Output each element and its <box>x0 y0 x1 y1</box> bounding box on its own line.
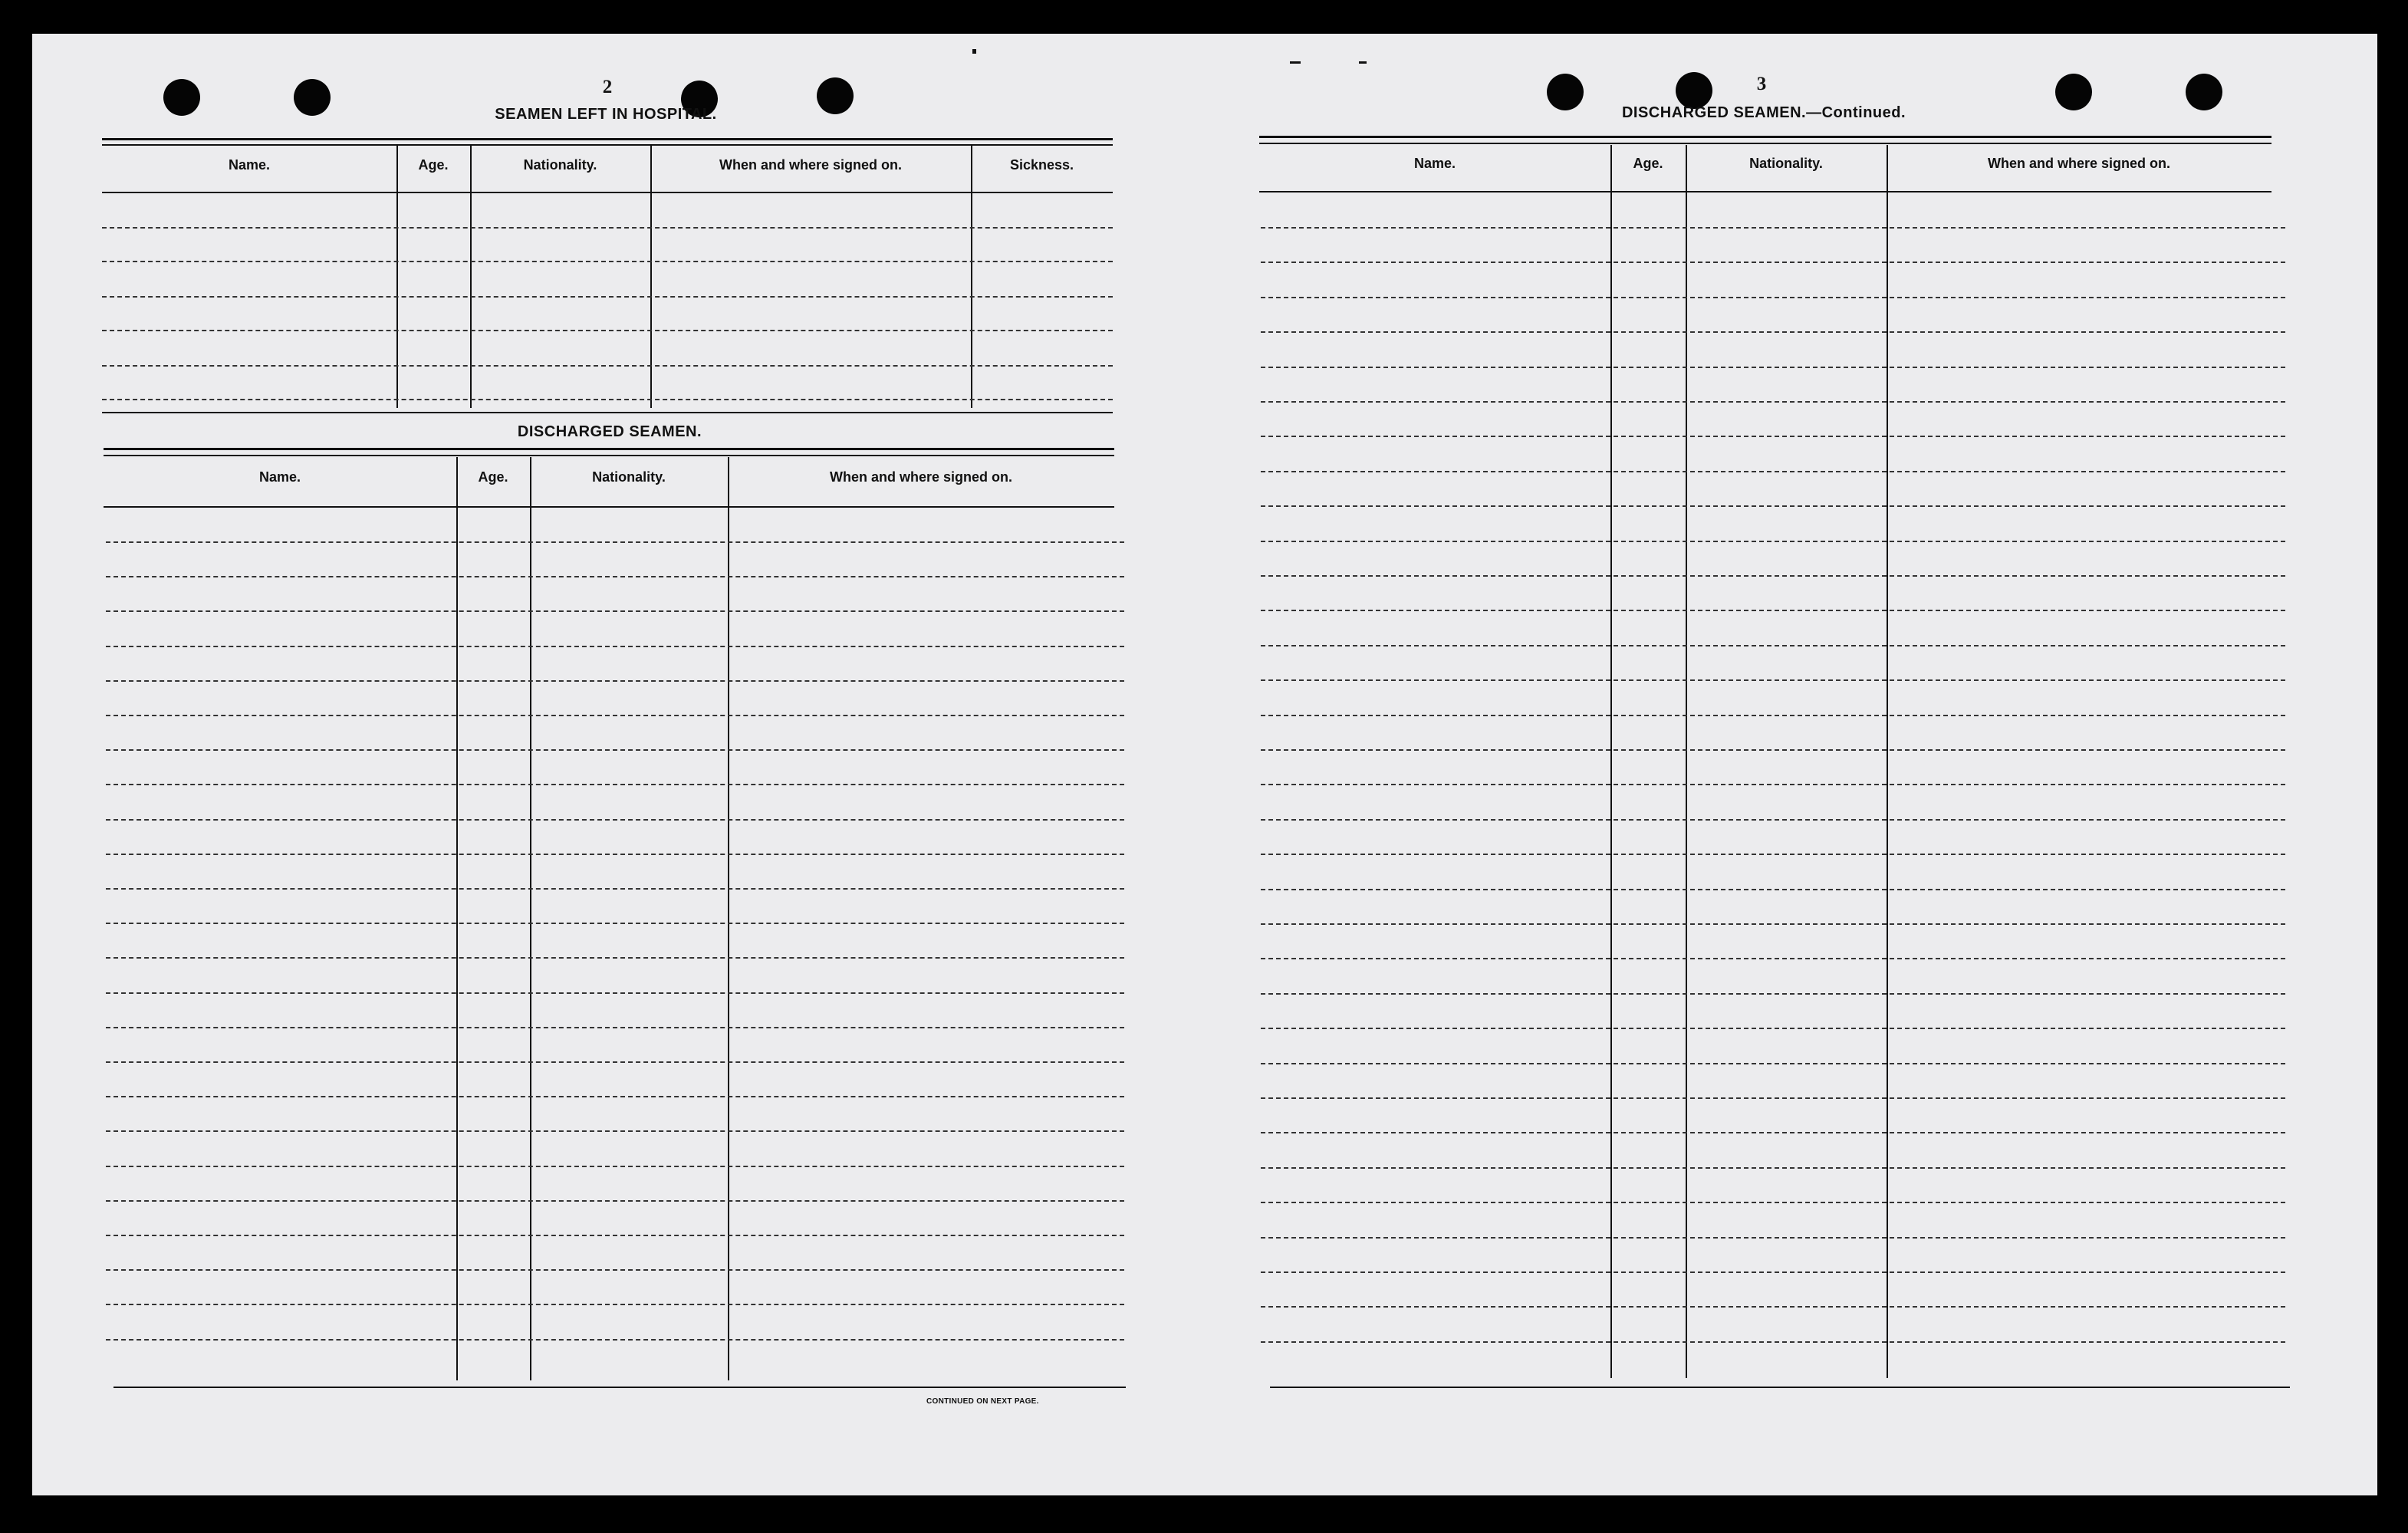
row-line <box>106 1061 1124 1063</box>
hospital-col-sickness: Sickness. <box>1009 157 1074 173</box>
discharged-col-age: Age. <box>478 469 508 485</box>
row-line <box>106 715 1124 716</box>
right-col-signed-on: When and where signed on. <box>1987 156 2171 171</box>
hospital-row-line <box>102 261 1113 262</box>
row-line <box>106 1166 1124 1167</box>
row-line <box>1261 784 2285 785</box>
right-header-rule <box>1259 191 2271 192</box>
discharged-top-rule <box>104 455 1114 456</box>
hospital-col-divider <box>971 146 972 408</box>
right-col-age: Age. <box>1633 156 1663 171</box>
row-line <box>1261 1202 2285 1203</box>
hospital-col-nationality: Nationality. <box>523 157 597 173</box>
row-line <box>1261 297 2285 298</box>
discharged-col-divider <box>728 457 729 1380</box>
row-line <box>106 888 1124 890</box>
row-line <box>1261 610 2285 611</box>
hospital-bottom-rule <box>102 412 1113 413</box>
row-line <box>1261 436 2285 437</box>
row-line <box>1261 645 2285 646</box>
scan-mark <box>1290 61 1301 64</box>
discharged-col-divider <box>456 457 458 1380</box>
row-line <box>106 1130 1124 1132</box>
row-line <box>106 1269 1124 1271</box>
scan-mark <box>972 49 976 54</box>
hospital-top-rule <box>102 138 1113 140</box>
discharged-header-rule <box>104 506 1114 508</box>
row-line <box>1261 1306 2285 1308</box>
right-col-name: Name. <box>1413 156 1456 171</box>
discharged-col-nationality: Nationality. <box>592 469 666 485</box>
row-line <box>106 923 1124 924</box>
hospital-header-rule <box>102 192 1113 193</box>
row-line <box>106 576 1124 577</box>
discharged-bottom-rule <box>113 1387 1126 1388</box>
right-top-rule <box>1259 136 2271 138</box>
document-sheet <box>32 34 2377 1495</box>
punch-hole <box>1676 72 1712 109</box>
row-line <box>106 1096 1124 1097</box>
hospital-row-line <box>102 296 1113 298</box>
row-line <box>1261 1028 2285 1029</box>
row-line <box>106 992 1124 994</box>
row-line <box>1261 1271 2285 1273</box>
hospital-row-line <box>102 227 1113 229</box>
hospital-title: SEAMEN LEFT IN HOSPITAL. <box>495 106 717 123</box>
hospital-col-name: Name. <box>228 157 271 173</box>
punch-hole <box>163 79 200 116</box>
row-line <box>1261 1167 2285 1169</box>
right-col-divider <box>1686 145 1687 1378</box>
right-bottom-rule <box>1270 1387 2290 1388</box>
discharged-title: DISCHARGED SEAMEN. <box>517 423 702 440</box>
row-line <box>106 1200 1124 1202</box>
row-line <box>106 1027 1124 1028</box>
right-col-divider <box>1610 145 1612 1378</box>
row-line <box>1261 749 2285 751</box>
punch-hole <box>1547 74 1584 110</box>
discharged-col-signed-on: When and where signed on. <box>829 469 1013 485</box>
row-line <box>1261 367 2285 368</box>
row-line <box>106 610 1124 612</box>
row-line <box>1261 331 2285 333</box>
punch-hole <box>2186 74 2222 110</box>
row-line <box>1261 715 2285 716</box>
row-line <box>106 854 1124 855</box>
hospital-row-line <box>102 399 1113 400</box>
row-line <box>1261 1097 2285 1099</box>
punch-hole <box>817 77 854 114</box>
hospital-row-line <box>102 330 1113 331</box>
row-line <box>1261 993 2285 995</box>
row-line <box>1261 889 2285 890</box>
row-line <box>1261 471 2285 472</box>
row-line <box>1261 227 2285 229</box>
row-line <box>1261 679 2285 681</box>
discharged-col-divider <box>530 457 531 1380</box>
scan-mark <box>1359 61 1367 64</box>
row-line <box>1261 819 2285 821</box>
hospital-col-age: Age. <box>418 157 449 173</box>
row-line <box>1261 1132 2285 1133</box>
right-top-rule <box>1259 143 2271 144</box>
hospital-row-line <box>102 365 1113 367</box>
row-line <box>106 1304 1124 1305</box>
left-page-number: 2 <box>602 77 613 97</box>
row-line <box>106 1235 1124 1236</box>
discharged-col-name: Name. <box>258 469 301 485</box>
row-line <box>1261 923 2285 925</box>
hospital-col-signed-on: When and where signed on. <box>719 157 903 173</box>
row-line <box>1261 505 2285 507</box>
hospital-col-divider <box>650 146 652 408</box>
row-line <box>106 784 1124 785</box>
row-line <box>1261 1237 2285 1239</box>
row-line <box>106 646 1124 647</box>
row-line <box>1261 262 2285 263</box>
row-line <box>1261 575 2285 577</box>
discharged-top-rule <box>104 448 1114 450</box>
right-title: DISCHARGED SEAMEN.—Continued. <box>1621 104 1906 121</box>
right-page-number: 3 <box>1756 74 1767 94</box>
continued-footer: CONTINUED ON NEXT PAGE. <box>926 1397 1039 1406</box>
row-line <box>1261 1341 2285 1343</box>
hospital-top-rule <box>102 144 1113 146</box>
row-line <box>1261 958 2285 959</box>
punch-hole <box>294 79 331 116</box>
row-line <box>1261 1063 2285 1064</box>
right-col-divider <box>1887 145 1888 1378</box>
right-col-nationality: Nationality. <box>1749 156 1823 171</box>
row-line <box>106 680 1124 682</box>
punch-hole <box>2055 74 2092 110</box>
hospital-col-divider <box>396 146 398 408</box>
row-line <box>106 541 1124 543</box>
hospital-col-divider <box>470 146 472 408</box>
row-line <box>106 819 1124 821</box>
row-line <box>1261 401 2285 403</box>
row-line <box>1261 854 2285 855</box>
row-line <box>106 957 1124 959</box>
row-line <box>106 749 1124 751</box>
row-line <box>106 1339 1124 1341</box>
row-line <box>1261 541 2285 542</box>
